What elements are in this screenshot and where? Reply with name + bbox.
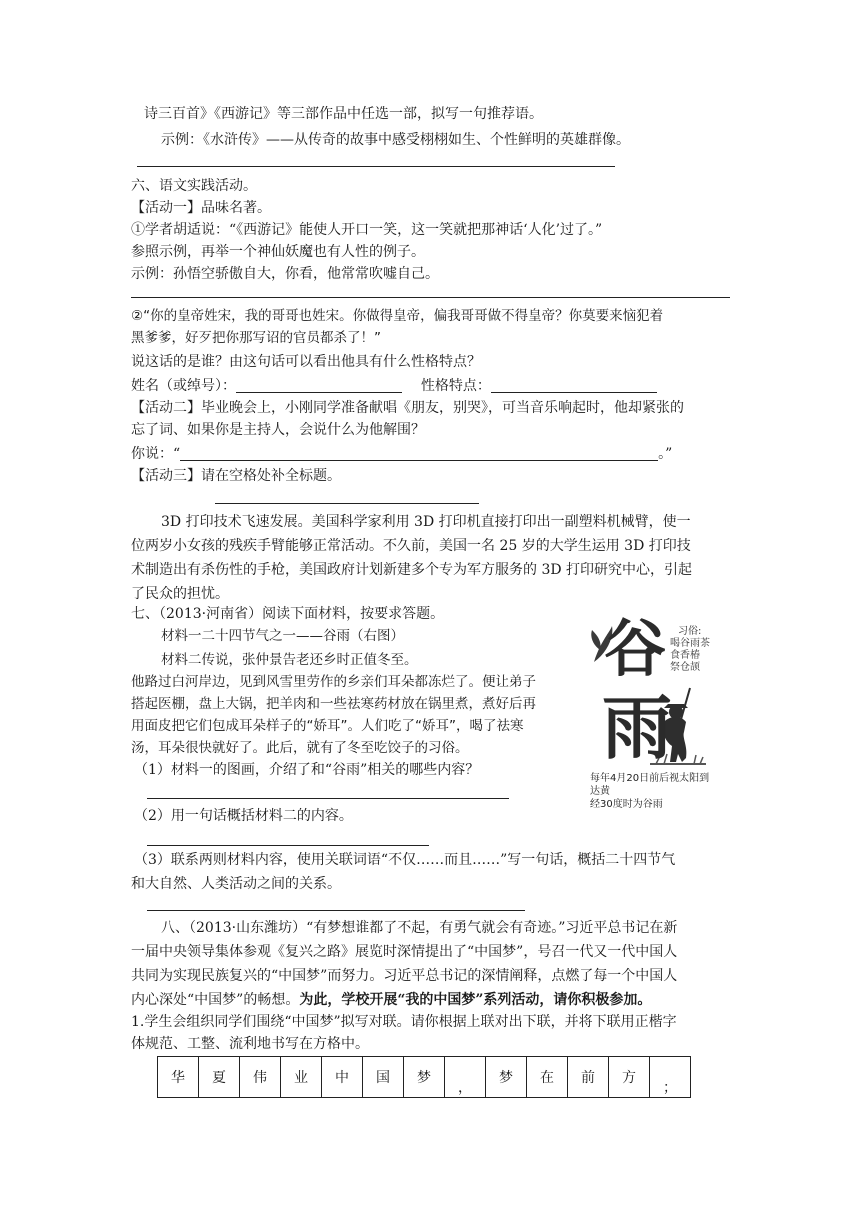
example-wukong: 示例：孙悟空骄傲自大，你看，他常常吹嘘自己。: [131, 266, 439, 282]
couplet-instruction-2: 体规范、工整、流利地书写在方格中。: [131, 1036, 369, 1052]
answer-line[interactable]: [147, 798, 509, 799]
grid-cell: 梦: [486, 1057, 527, 1098]
say-blank[interactable]: [180, 446, 658, 461]
say-open: 你说：“: [131, 446, 181, 462]
name-trait-line: [131, 376, 657, 396]
couplet-instruction-1: 1.学生会组织同学们围绕“中国梦”拟写对联。请你根据上联对出下联，并将下联用正楷字: [131, 1014, 677, 1030]
custom-title: 习俗:: [678, 626, 702, 637]
couplet-grid: [157, 1056, 691, 1098]
guyu-char-gu: 谷: [604, 612, 667, 685]
grid-cell: 中: [322, 1057, 363, 1098]
section-8-line3: 共同为实现民族复兴的“中国梦”而努力。习近平总书记的深情阐释，点燃了每一个中国人: [131, 968, 678, 984]
section-8-line4: [131, 990, 651, 1010]
guyu-char-yu: 雨: [602, 686, 672, 769]
say-close: 。”: [658, 446, 673, 462]
name-blank[interactable]: [236, 378, 402, 393]
name-label: 姓名（或绰号）：: [131, 378, 236, 394]
trait-label: 性格特点：: [420, 378, 491, 394]
activity-2-line2: 忘了词、如果你是主持人，会说什么为他解围？: [131, 422, 425, 438]
passage-3d-4: 了民众的担忧。: [131, 586, 229, 602]
grid-cell: ；: [650, 1057, 691, 1098]
section-8-line4-plain: 内心深处“中国梦”的畅想。: [131, 992, 300, 1008]
grid-cell: 华: [158, 1057, 199, 1098]
question-7-3a: （3）联系两则材料内容，使用关联词语“不仅……而且……”写一句话，概括二十四节气: [134, 852, 676, 868]
custom-2: 食香椿: [670, 650, 700, 661]
passage-3d-1: 3D 打印技术飞速发展。美国科学家利用 3D 打印机直接打印出一副塑料机械臂，使一: [161, 514, 691, 530]
section-8-line2: 一届中央领导集体参观《复兴之路》展览时深情提出了“中国梦”，号召一代又一代中国人: [131, 944, 678, 960]
grid-cell: 伟: [240, 1057, 281, 1098]
title-blank-line[interactable]: [215, 503, 479, 504]
passage-3d-3: 术制造出有杀伤性的手枪，美国政府计划新建多个专为军方服务的 3D 打印研究中心，引起: [131, 562, 693, 578]
material-2-body-3: 用面皮把它们包成耳朵样子的“娇耳”。人们吃了“娇耳”，喝了祛寒: [131, 718, 524, 734]
say-line: [131, 444, 672, 464]
grid-cell: 业: [281, 1057, 322, 1098]
activity-1-title: 【活动一】品味名著。: [131, 200, 271, 216]
line-recommend: 诗三百首》《西游记》等三部作品中任选一部，拟写一句推荐语。: [144, 106, 543, 122]
quote-emperor-2: 黑爹爹，好歹把你那写诏的官员都杀了！”: [131, 330, 381, 346]
material-2-body-1: 他路过白河岸边，见到风雪里劳作的乡亲们耳朵都冻烂了。便让弟子: [131, 674, 536, 690]
section-7-title: 七、（2013·河南省）阅读下面材料，按要求答题。: [131, 606, 445, 622]
trait-blank[interactable]: [491, 378, 657, 393]
material-2: 材料二传说，张仲景告老还乡时正值冬至。: [161, 652, 418, 668]
material-2-body-2: 搭起医棚，盘上大锅，把羊肉和一些祛寒药材放在锅里煮，煮好后再: [131, 696, 536, 712]
section-8-line4-bold: 为此，学校开展“我的中国梦”系列活动，请你积极参加。: [299, 992, 652, 1008]
grid-cell: 夏: [199, 1057, 240, 1098]
figure-caption: 每年4月20日前后视太阳到达黄 经30度时为谷雨: [590, 773, 710, 810]
grid-cell: 国: [363, 1057, 404, 1098]
grid-cell: 在: [527, 1057, 568, 1098]
quote-hushi: ①学者胡适说：“《西游记》能使人开口一笑，这一笑就把那神话‘人化’过了。”: [131, 222, 603, 238]
question-7-2: （2）用一句话概括材料二的内容。: [134, 808, 353, 824]
answer-line[interactable]: [147, 845, 429, 846]
activity-2-line1: 【活动二】毕业晚会上，小刚同学准备献唱《朋友，别哭》，可当音乐响起时，他却紧张的: [131, 400, 684, 416]
grid-cell: 前: [568, 1057, 609, 1098]
answer-line: [131, 297, 730, 298]
grid-cell: 梦: [404, 1057, 445, 1098]
question-speaker: 说这话的是谁？由这句话可以看出他具有什么性格特点？: [131, 354, 481, 370]
question-7-3b: 和大自然、人类活动之间的关系。: [131, 876, 341, 892]
answer-line: [137, 166, 615, 167]
line-example-shuihu: 示例：《水浒传》——从传奇的故事中感受栩栩如生、个性鲜明的英雄群像。: [161, 132, 630, 148]
section-8-line1: 八、（2013·山东潍坊）“有梦想谁都了不起，有勇气就会有奇迹。”习近平总书记在新: [161, 920, 678, 936]
material-2-body-4: 汤，耳朵很快就好了。此后，就有了冬至吃饺子的习俗。: [131, 740, 469, 756]
quote-emperor-1: ②“你的皇帝姓宋，我的哥哥也姓宋。你做得皇帝，偏我哥哥做不得皇帝？你莫要来恼犯着: [131, 308, 664, 324]
material-1: 材料一二十四节气之一——谷雨（右图）: [161, 628, 404, 644]
section-6-title: 六、语文实践活动。: [131, 178, 257, 194]
guyu-figure: [590, 612, 714, 810]
answer-line[interactable]: [147, 910, 525, 911]
custom-1: 喝谷雨茶: [670, 638, 710, 649]
passage-3d-2: 位两岁小女孩的残疾手臂能够正常活动。不久前，美国一名 25 岁的大学生运用 3D 打印技: [131, 538, 691, 554]
custom-3: 祭仓颉: [670, 662, 700, 673]
activity-3-title: 【活动三】请在空格处补全标题。: [131, 468, 341, 484]
question-7-1: （1）材料一的图画，介绍了和“谷雨”相关的哪些内容？: [134, 762, 480, 778]
grid-cell: ，: [445, 1057, 486, 1098]
instruction-example: 参照示例，再举一个神仙妖魔也有人性的例子。: [131, 244, 425, 260]
grid-cell: 方: [609, 1057, 650, 1098]
